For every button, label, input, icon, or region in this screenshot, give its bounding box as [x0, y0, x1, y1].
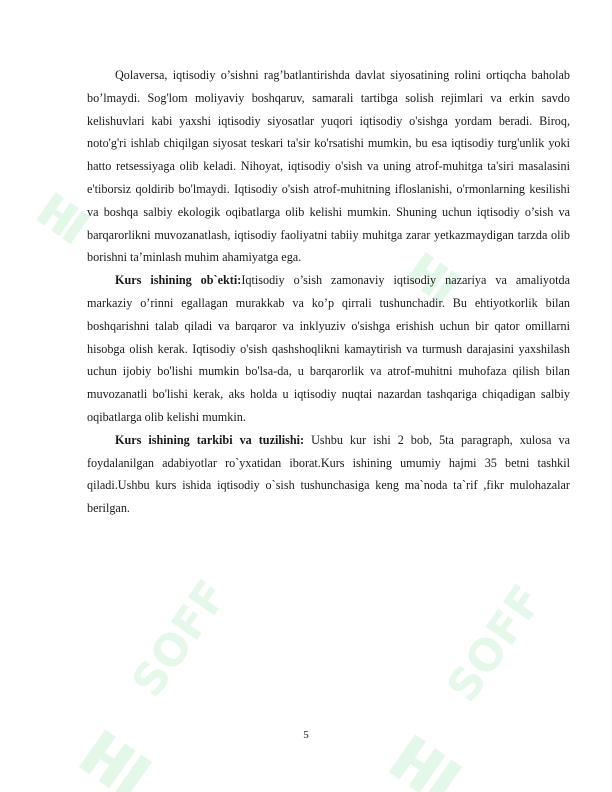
watermark-logo: [389, 734, 462, 792]
watermark-logo: [36, 192, 90, 244]
paragraph-text: Iqtisodiy o’sish zamonaviy iqtisodiy nazariya va amaliyotda markaziy o’rinni egallagan murakkab va ko’p qirrali tushunchadir. Bu ehtiyotkorlik bilan boshqarishni talab qiladi va barqaror va inklyuziv o'sishga erishish uchun bir qator omillarni hisobga olish kerak. Iqtisodiy o'sish qashshoqlikni kamaytirish va turmush darajasini yaxshilash uchun ijobiy bo'lishi mumkin bo'lsa-da, u barqarorlik va atrof-muhitni muhofaza qilish bilan muvozanatli bo'lishi kerak, aks holda u iqtisodiy nuqtai nazardan tashqariga chiqadigan salbiy oqibatlarga olib kelishi mumkin.: [87, 273, 570, 424]
watermark-text: SOFF: [437, 576, 554, 712]
paragraph-text: Qolaversa, iqtisodiy o’sishni rag’batlantirishda davlat siyosatining rolini ortiqcha baholab bo’lmaydi. Sog'lom moliyaviy boshqaruv, samarali tartibga solish rejimlari va erkin savdo kelishuvlari kabi yaxshi iqtisodiy siyosatlar yuqori iqtisodiy o'sishga yordam beradi. Biroq, noto'g'ri ishlab chiqilgan siyosat teskari ta'sir ko'rsatishi mumkin, bu esa iqtisodiy turg'unlik yoki hatto retsessiyaga olib keladi. Nihoyat, iqtisodiy o'sish va uning atrof-muhitga ta'siri masalasini e'tiborsiz qoldirib bo'lmaydi. Iqtisodiy o'sish atrof-muhitning ifloslanishi, o'rmonlarning kesilishi va boshqa salbiy ekologik oqibatlarga olib kelishi mumkin. Shuning uchun iqtisodiy o’sish va barqarorlikni muvozanatlash, iqtisodiy faoliyatni tabiiy muhitga zarar yetkazmaydigan tarzda olib borishni ta’minlash muhim ahamiyatga ega.: [87, 68, 570, 265]
paragraph-structure: [87, 429, 570, 520]
watermark-text: SOFF: [122, 571, 239, 707]
paragraph-heading: Kurs ishining tarkibi va tuzilishi:: [115, 432, 305, 447]
paragraph-text: Ushbu kur ishi 2 bob, 5ta paragraph, xulosa va foydalanilgan adabiyotlar ro`yxatidan iborat.Kurs ishining umumiy hajmi 35 betni tashkil qiladi.Ushbu kurs ishida iqtisodiy o`sish tushunchasiga keng ma`noda ta`rif ,fikr mulohazalar berilgan.: [87, 432, 570, 516]
page-number: 5: [303, 729, 309, 741]
paragraph-intro: [87, 64, 570, 269]
paragraph-heading: Kurs ishining ob`ekti:: [115, 273, 242, 288]
document-body: [87, 64, 570, 520]
paragraph-object: [87, 269, 570, 429]
